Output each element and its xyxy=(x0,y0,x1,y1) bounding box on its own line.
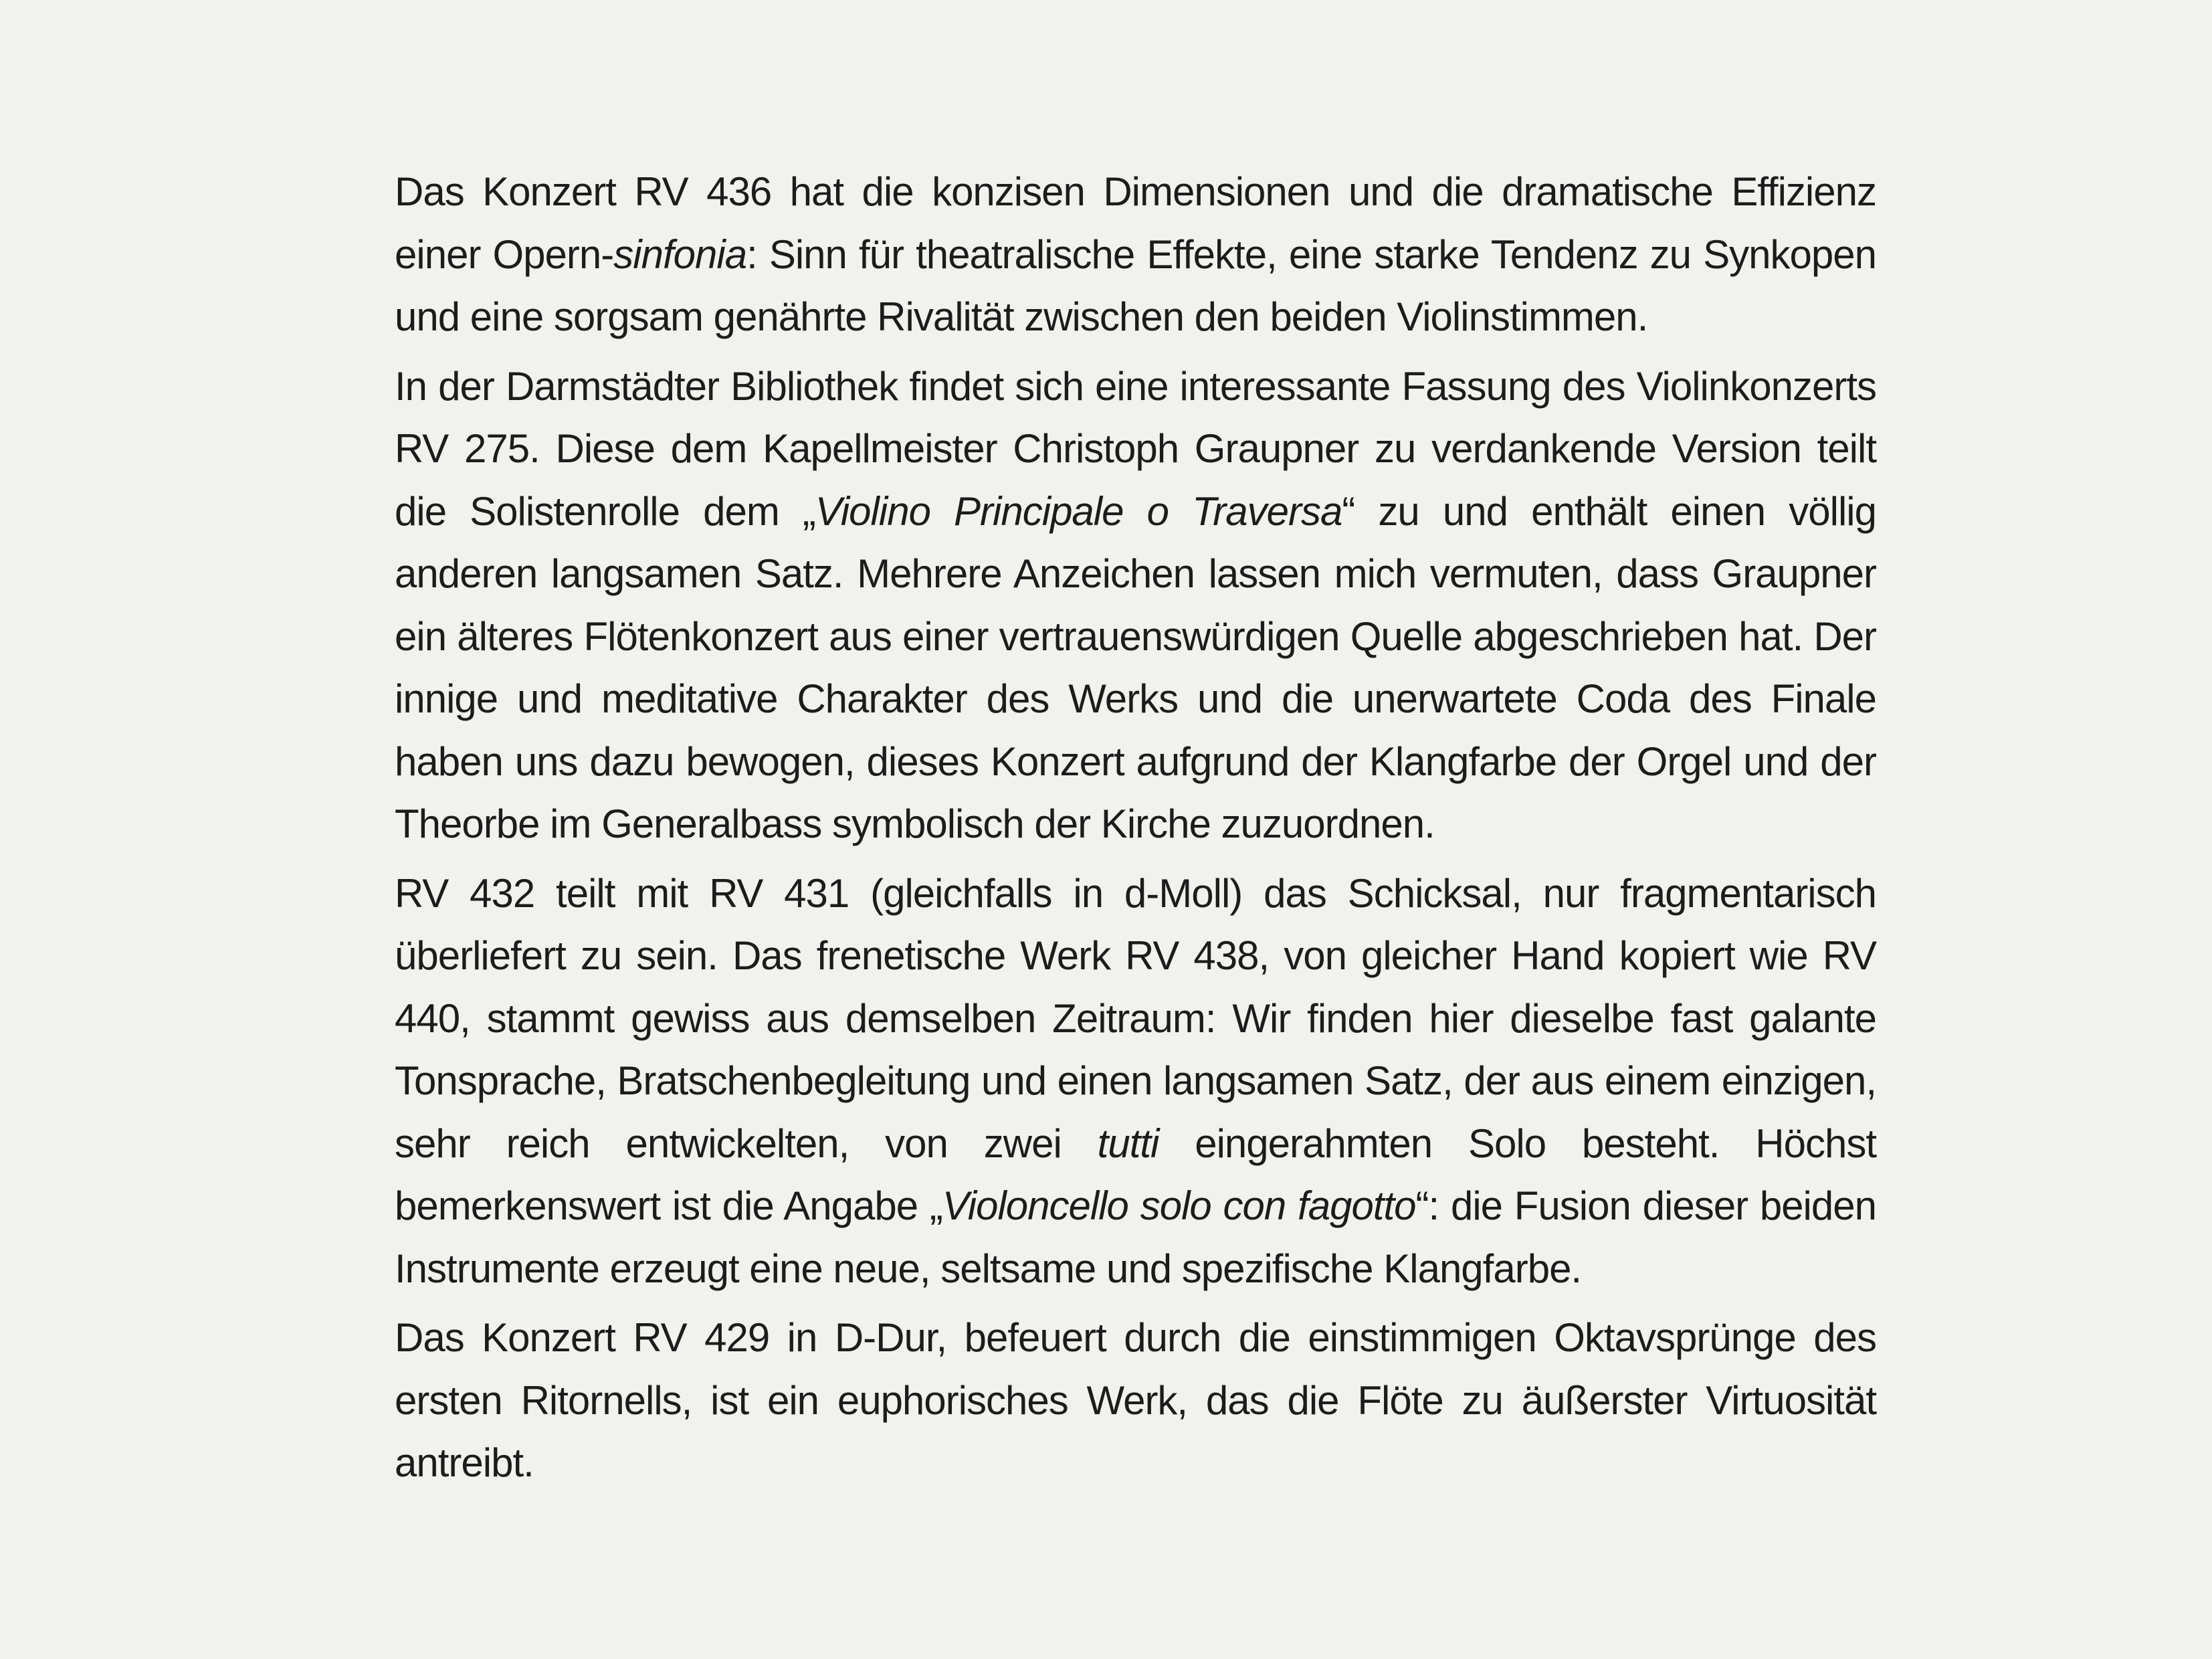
text-segment: “: die Fusion dieser beiden Instrumente erzeugt eine neue, seltsame und spezifische Klangfarbe. xyxy=(395,1183,1876,1291)
paragraph-rv436 xyxy=(395,161,1876,349)
text-segment: Das Konzert RV 429 in D-Dur, befeuert durch die einstimmigen Oktavsprünge des ersten Ritornells, ist ein euphorisches Werk, das die Flöte zu äußerster Virtuosität antreibt. xyxy=(395,1315,1876,1485)
text-segment: RV 432 teilt mit RV 431 (gleichfalls in d-Moll) das Schicksal, nur fragmentarisch überliefert zu sein. Das frenetische Werk RV 438, von gleicher Hand kopiert wie RV 440, stammt gewiss aus demselben Zeitraum: Wir finden hier dieselbe fast galante Tonsprache, Bratschenbegleitung und einen langsamen Satz, der aus einem einzigen, sehr reich entwickelten, von zwei xyxy=(395,870,1876,1166)
italic-term-violino-principale: Violino Principale o Traversa xyxy=(815,488,1342,534)
text-segment: eingerahmten Solo besteht. Höchst bemerkenswert ist die Angabe „ xyxy=(395,1120,1877,1228)
body-text xyxy=(395,161,1876,1501)
paragraph-rv275 xyxy=(395,355,1876,856)
text-segment: In der Darmstädter Bibliothek findet sich eine interessante Fassung des Violinkonzerts RV 275. Diese dem Kapellmeister Christoph Graupner zu verdankende Version teilt die Solistenrolle dem „ xyxy=(395,363,1876,534)
text-segment: : Sinn für theatralische Effekte, eine starke Tendenz zu Synkopen und eine sorgsam genährte Rivalität zwischen den beiden Violinstimmen. xyxy=(395,231,1876,339)
italic-term-sinfonia: sinfonia xyxy=(613,231,747,277)
italic-term-tutti: tutti xyxy=(1097,1120,1159,1166)
paragraph-rv429 xyxy=(395,1306,1876,1494)
text-segment: Das Konzert RV 436 hat die konzisen Dimensionen und die dramatische Effizienz einer Opern- xyxy=(395,169,1876,277)
text-segment: “ zu und enthält einen völlig anderen langsamen Satz. Mehrere Anzeichen lassen mich vermuten, dass Graupner ein älteres Flötenkonzert aus einer vertrauenswürdigen Quelle abgeschrieben hat. Der innige und meditative Charakter des Werks und die unerwartete Coda des Finale haben uns dazu bewogen, dieses Konzert aufgrund der Klangfarbe der Orgel und der Theorbe im Generalbass symbolisch der Kirche zuzuordnen. xyxy=(395,488,1876,846)
paragraph-rv432 xyxy=(395,862,1876,1300)
italic-term-violoncello: Violoncello solo con fagotto xyxy=(942,1183,1416,1228)
